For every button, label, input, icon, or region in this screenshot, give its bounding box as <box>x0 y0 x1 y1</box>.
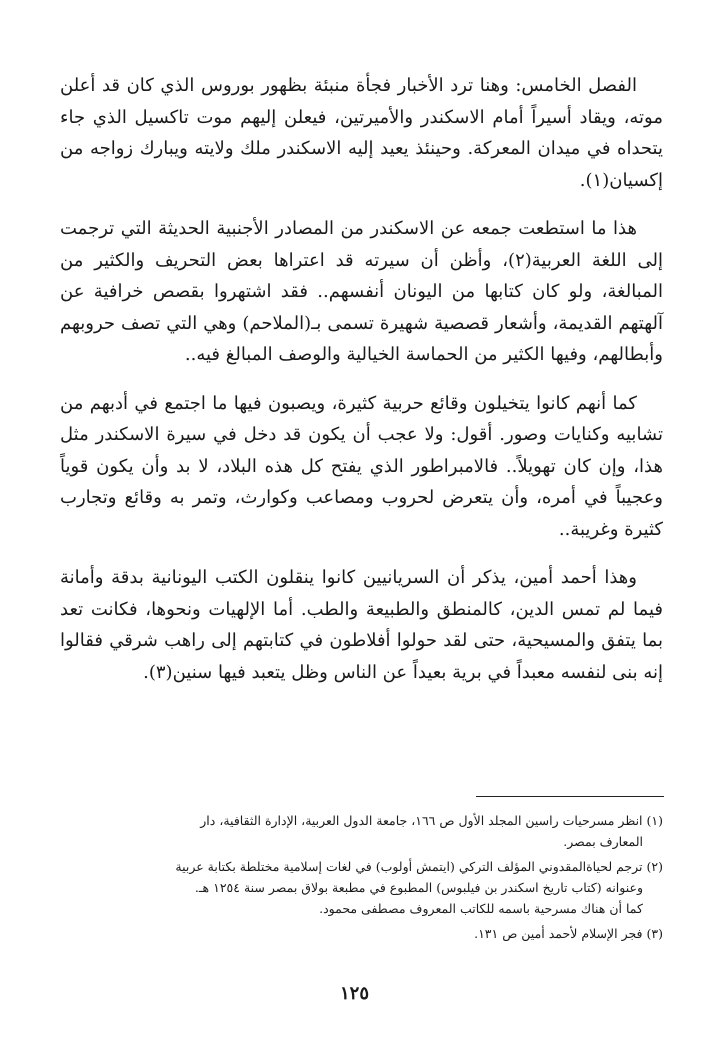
main-text <box>60 70 663 705</box>
paragraph-3: كما أنهم كانوا يتخيلون وقائع حربية كثيرة، ويصبون فيها ما اجتمع في أدبهم من تشابيه وكنايات وصور. أقول: ولا عجب أن يكون قد دخل في سيرة الاسكندر مثل هذا، وإن كان تهويلاً.. فالامبراطور الذي يفتح كل هذه البلاد، لا بد وأن يكون قوياً وعجيباً في أمره، وأن يتعرض لحروب ومصاعب وكوارث، وتمر به وقائع وتجارب كثيرة وغريبة.. <box>60 392 663 540</box>
footnote-1-line-2: المعارف بمصر. <box>563 834 643 849</box>
footnote-2-line-3: كما أن هناك مسرحية باسمه للكاتب المعروف مصطفى محمود. <box>319 901 643 916</box>
footnote-3-line-1: (٣) فجر الإسلام لأحمد أمين ص ١٣١. <box>474 926 663 941</box>
footnote-1-line-1: (١) انظر مسرحيات راسين المجلد الأول ص ١٦٦، جامعة الدول العربية، الإدارة الثقافية، دار <box>200 813 663 828</box>
paragraph-1: الفصل الخامس: وهنا ترد الأخبار فجأة منبئة بظهور بوروس الذي كان قد أعلن موته، ويقاد أسيراً أمام الاسكندر والأميرتين، فيعلن إليهم موت تاكسيل الذي جاء يتحداه في ميدان المعركة. وحينئذ يعيد إليه الاسكندر ملك ولايته ويبارك زواجه من إكسيان(١). <box>60 75 663 191</box>
page-number: ١٢٥ <box>339 983 369 1004</box>
footnote-3 <box>60 923 663 944</box>
footnote-separator <box>476 796 664 797</box>
paragraph-2: هذا ما استطعت جمعه عن الاسكندر من المصادر الأجنبية الحديثة التي ترجمت إلى اللغة العربية(٢)، وأظن أن سيرته قد اعتراها بعض التحريف والكثير من المبالغة، ولو كان كتابها من اليونان أنفسهم.. فقد اشتهروا بقصص خرافية عن آلهتهم القديمة، وأشعار قصصية شهيرة تسمى بـ(الملاحم) وهي التي تصف حروبهم وأبطالهم، وفيها الكثير من الحماسة الخيالية والوصف المبالغ فيه.. <box>60 218 663 365</box>
footnotes <box>60 810 663 948</box>
footnote-1 <box>60 810 663 852</box>
footnote-2-line-2: وعنوانه (كتاب تاريخ اسكندر بن فيلبوس) المطبوع في مطبعة بولاق بمصر سنة ١٢٥٤ هـ. <box>194 880 643 895</box>
paragraph-4: وهذا أحمد أمين، يذكر أن السريانيين كانوا ينقلون الكتب اليونانية بدقة وأمانة فيما لم تمس الدين، كالمنطق والطبيعة والطب. أما الإلهيات ونحوها، فكانت تعد بما يتفق والمسيحية، حتى لقد حولوا أفلاطون في كتابتهم إلى راهب شرقي فقالوا إنه بنى لنفسه معبداً في برية بعيداً عن الناس وظل يتعبد فيها سنين(٣). <box>60 567 663 683</box>
footnote-2-line-1: (٢) ترجم لحياةالمقدوني المؤلف التركي (ايتمش أولوب) في لغات إسلامية مختلطة بكتابة عربية <box>175 859 663 874</box>
footnote-2 <box>60 856 663 919</box>
